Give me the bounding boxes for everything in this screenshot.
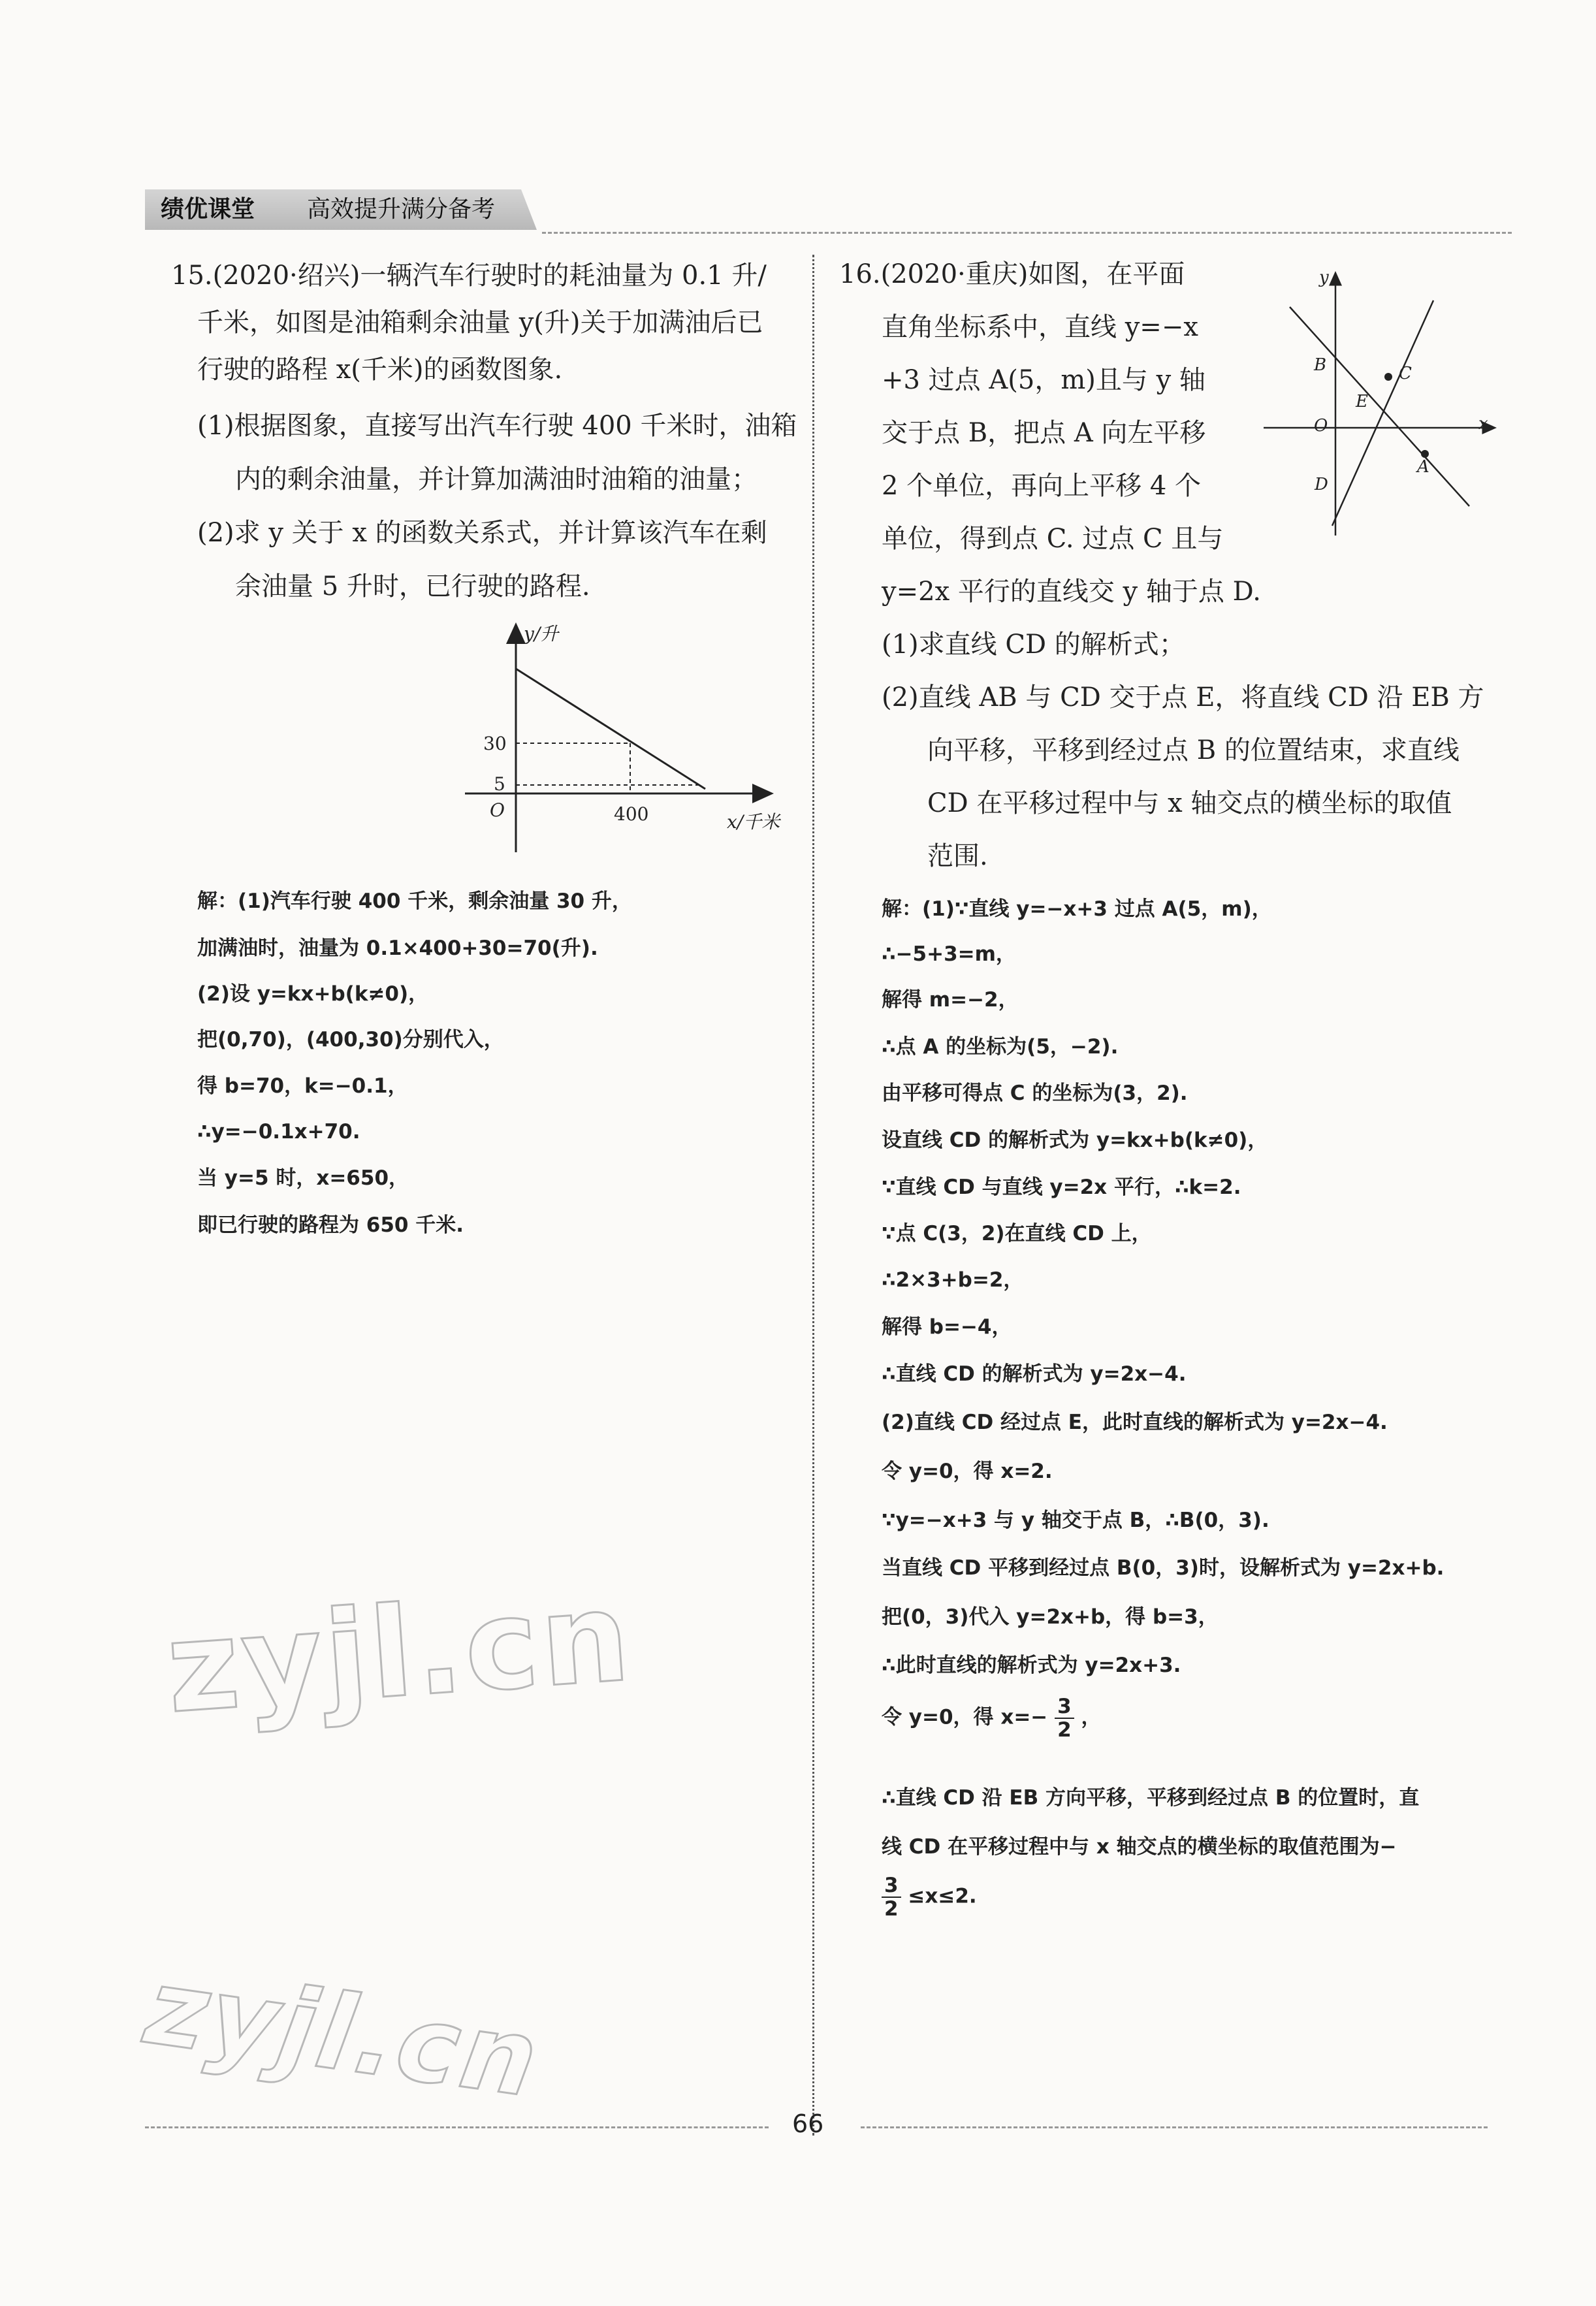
q16-part2-line-4: 范围. [927,841,988,871]
q16-line-6: 单位，得到点 C. 过点 C 且与 [882,524,1224,554]
q15-sol-line: 加满油时，油量为 0.1×400+30=70(升). [197,937,598,960]
q16-sol-line: 由平移可得点 C 的坐标为(3，2). [882,1081,1188,1105]
q15-line-3: 行驶的路程 x(千米)的函数图象. [197,355,563,385]
q15-part2-line-2: 余油量 5 升时，已行驶的路程. [235,571,590,601]
q16-sol-line: 设直线 CD 的解析式为 y=kx+b(k≠0)， [882,1129,1268,1152]
q16-line-4: 交于点 B，把点 A 向左平移 [882,418,1206,448]
q15-part1-line-1: (1)根据图象，直接写出汽车行驶 400 千米时，油箱 [197,411,797,441]
diagram-label-d: D [1315,475,1328,494]
q15-line-2: 千米，如图是油箱剩余油量 y(升)关于加满油后已 [197,308,763,338]
q16-part2-line-2: 向平移，平移到经过点 B 的位置结束，求直线 [927,735,1460,765]
q16-sol-range [882,1874,977,1920]
q16-sol-line: 解得 b=−4， [882,1315,1012,1339]
q16-sol-line: ∵直线 CD 与直线 y=2x 平行，∴k=2. [882,1176,1241,1199]
q16-sol-line: ∵y=−x+3 与 y 轴交于点 B，∴B(0，3). [882,1509,1269,1532]
diagram-label-c: C [1399,364,1412,383]
q16-sol-line: ∴点 A 的坐标为(5，−2). [882,1035,1119,1059]
graph-origin: O [490,799,505,821]
q16-sol-line: ∴直线 CD 沿 EB 方向平移，平移到经过点 B 的位置时，直 [882,1786,1420,1810]
fuel-graph [451,620,816,862]
fraction-denominator: 2 [1057,1718,1072,1742]
q16-sol-line: ∴2×3+b=2， [882,1268,1024,1292]
q16-sol-line: ∴此时直线的解析式为 y=2x+3. [882,1654,1181,1677]
diagram-label-x: x [1478,414,1488,434]
q16-sol-zero-suffix: ， [1081,1705,1102,1729]
graph-function-line [516,669,705,789]
footer-rule-left [145,2126,769,2128]
header-subtitle: 高效提升满分备考 [307,196,496,223]
diagram-label-a: A [1417,457,1429,477]
q16-part1: (1)求直线 CD 的解析式； [882,630,1185,660]
fraction-denominator: 2 [884,1897,899,1921]
header-rule [542,232,1512,234]
graph-tick-5: 5 [494,773,505,795]
footer-rule-right [861,2126,1488,2128]
graph-tick-400: 400 [614,803,649,825]
q15-sol-line: 得 b=70，k=−0.1， [197,1074,408,1098]
coordinate-diagram [1254,264,1502,539]
watermark: zyjl.cn [162,1564,637,1741]
fraction [882,1874,901,1920]
column-divider [812,255,814,2136]
q15-sol-line: ∴y=−0.1x+70. [197,1120,360,1144]
q16-sol-line: ∴直线 CD 的解析式为 y=2x−4. [882,1362,1187,1386]
q16-line-1: 16.(2020·重庆)如图，在平面 [839,259,1185,289]
q15-part1-line-2: 内的剩余油量，并计算加满油时油箱的油量； [235,464,758,494]
fraction-numerator: 3 [1055,1695,1074,1719]
line-cd [1332,300,1433,526]
q16-line-5: 2 个单位，再向上平移 4 个 [882,471,1202,501]
q16-sol-zero-prefix: 令 y=0，得 x=− [882,1705,1048,1729]
q15-sol-line: 把(0,70)，(400,30)分别代入， [197,1028,504,1051]
q15-sol-line: 解：(1)汽车行驶 400 千米，剩余油量 30 升， [197,889,632,913]
diagram-label-o: O [1314,416,1328,436]
q16-sol-line: 把(0，3)代入 y=2x+b，得 b=3， [882,1605,1219,1629]
q16-sol-line: 令 y=0，得 x=2. [882,1460,1053,1483]
q16-line-2: 直角坐标系中，直线 y=−x [882,312,1198,342]
q16-sol-line: 线 CD 在平移过程中与 x 轴交点的横坐标的取值范围为− [882,1835,1397,1859]
q15-part2-line-1: (2)求 y 关于 x 的函数关系式，并计算该汽车在剩 [197,518,767,548]
q16-part2-line-3: CD 在平移过程中与 x 轴交点的横坐标的取值 [927,788,1452,818]
q15-sol-line: (2)设 y=kx+b(k≠0)， [197,982,429,1006]
q16-sol-zero [882,1695,1101,1741]
watermark: zyjl.cn [127,1947,562,2120]
diagram-label-b: B [1314,355,1327,375]
fraction-numerator: 3 [882,1874,901,1898]
fraction [1055,1695,1074,1741]
graph-tick-30: 30 [483,733,507,754]
page-number: 66 [792,2109,824,2138]
q16-sol-line: ∴−5+3=m， [882,942,1016,966]
q16-sol-line: ∵点 C(3，2)在直线 CD 上， [882,1222,1152,1245]
q16-sol-line: 解：(1)∵直线 y=−x+3 过点 A(5，m)， [882,897,1272,921]
q15-line-1: 15.(2020·绍兴)一辆汽车行驶时的耗油量为 0.1 升/ [171,261,767,291]
q16-sol-line: 当直线 CD 平移到经过点 B(0，3)时，设解析式为 y=2x+b. [882,1556,1444,1580]
q16-part2-line-1: (2)直线 AB 与 CD 交于点 E，将直线 CD 沿 EB 方 [882,682,1484,713]
q16-sol-line: (2)直线 CD 经过点 E，此时直线的解析式为 y=2x−4. [882,1411,1388,1434]
diagram-label-e: E [1356,392,1368,411]
q16-line-7: y=2x 平行的直线交 y 轴于点 D. [882,577,1261,607]
q16-sol-range-suffix: ≤x≤2. [908,1884,977,1908]
q15-sol-line: 即已行驶的路程为 650 千米. [197,1213,464,1237]
point-c [1384,373,1392,381]
q15-sol-line: 当 y=5 时，x=650， [197,1166,409,1190]
graph-x-label: x/千米 [727,811,780,833]
header-badge: 绩优课堂 [161,196,255,223]
q16-sol-line: 解得 m=−2， [882,988,1019,1012]
diagram-label-y: y [1319,268,1329,287]
graph-y-label: y/升 [524,623,559,645]
q16-line-3: +3 过点 A(5，m)且与 y 轴 [882,365,1205,395]
